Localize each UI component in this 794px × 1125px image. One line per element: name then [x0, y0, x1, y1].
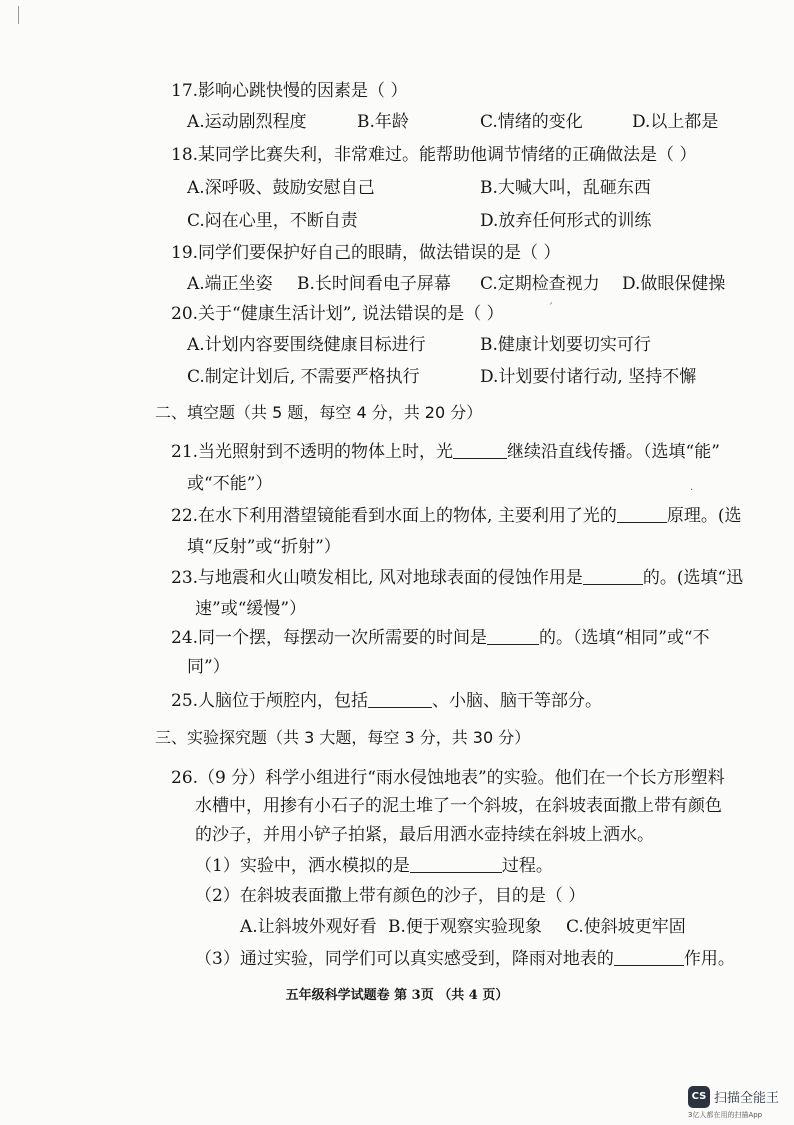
question-21: [171, 441, 720, 463]
section-2-title: 二、填空题（共 5 题，每空 4 分，共 20 分）: [155, 403, 483, 422]
question-26-line-3: 的沙子，并用小铲子拍紧，最后用洒水壶持续在斜坡上洒水。: [195, 825, 654, 845]
question-18-option-c: C.闷在心里，不断自责: [187, 211, 358, 231]
question-23: [171, 567, 743, 589]
question-22-text-after: 原理。(选: [666, 506, 742, 526]
scanner-watermark: [688, 1086, 788, 1120]
question-21-text-after: 继续沿直线传播。（选填“能”: [507, 442, 720, 462]
question-17-option-d: D.以上都是: [632, 112, 719, 132]
question-26-sub-1-text-after: 过程。: [501, 856, 553, 876]
question-25: [171, 690, 602, 712]
answer-blank: [453, 443, 507, 459]
question-23-text-after: 的。(选填“迅: [642, 568, 744, 588]
question-25-text-before: 25.人脑位于颅腔内，包括: [171, 691, 369, 711]
scan-speck: ·: [690, 485, 694, 496]
question-24-text-before: 24.同一个摆，每摆动一次所需要的时间是: [171, 628, 488, 648]
camscanner-logo-icon: CS: [688, 1086, 710, 1108]
question-26-sub-2-option-c: C.使斜坡更牢固: [566, 917, 686, 937]
question-19-option-c: C.定期检查视力: [480, 274, 600, 294]
question-17-option-b: B.年龄: [357, 112, 409, 132]
answer-blank: [617, 507, 667, 523]
question-20-option-d: D.计划要付诸行动, 坚持不懈: [480, 367, 697, 387]
question-24: [171, 627, 710, 649]
question-23-text-before: 23.与地震和火山喷发相比, 风对地球表面的侵蚀作用是: [171, 568, 583, 588]
question-20-option-c: C.制定计划后, 不需要严格执行: [187, 367, 420, 387]
answer-blank: [368, 692, 432, 708]
question-18-option-a: A.深呼吸、鼓励安慰自己: [187, 178, 375, 198]
question-19-option-b: B.长时间看电子屏幕: [297, 274, 451, 294]
question-26-sub-3-text-after: 作用。: [683, 949, 735, 969]
question-19-option-a: A.端正坐姿: [187, 274, 273, 294]
question-20-option-a: A.计划内容要围绕健康目标进行: [187, 335, 426, 355]
question-19-option-d: D.做眼保健操: [622, 274, 726, 294]
question-26-sub-2-option-a: A.让斜坡外观好看: [240, 917, 377, 937]
question-26-sub-2-option-b: B.便于观察实验现象: [388, 917, 542, 937]
question-24-continued: 同”）: [187, 657, 230, 677]
question-18-option-b: B.大喊大叫，乱砸东西: [480, 178, 651, 198]
question-26-line-1: 26.（9 分）科学小组进行“雨水侵蚀地表”的实验。他们在一个长方形塑料: [171, 768, 725, 788]
question-21-continued: 或“不能”）: [187, 474, 273, 494]
question-26-line-2: 水槽中，用掺有小石子的泥土堆了一个斜坡，在斜坡表面撒上带有颜色: [195, 796, 722, 816]
question-17-stem: 17.影响心跳快慢的因素是（ ）: [171, 81, 408, 101]
question-17-option-c: C.情绪的变化: [480, 112, 583, 132]
question-26-sub-2: （2）在斜坡表面撒上带有颜色的沙子，目的是（ ）: [195, 886, 586, 906]
question-17-option-a: A.运动剧烈程度: [187, 112, 307, 132]
question-26-sub-1: [195, 855, 553, 877]
question-18-option-d: D.放弃任何形式的训练: [480, 211, 652, 231]
page-footer: 五年级科学试题卷 第 3页 （共 4 页）: [285, 988, 509, 1003]
question-18-stem: 18.某同学比赛失利，非常难过。能帮助他调节情绪的正确做法是（ ）: [171, 145, 697, 165]
question-22: [171, 505, 741, 527]
scan-speck: ˊ: [548, 303, 553, 314]
question-26-sub-3: [195, 948, 735, 970]
question-23-continued: 速”或“缓慢”）: [195, 599, 307, 619]
watermark-app-name: 扫描全能王: [714, 1091, 780, 1106]
answer-blank: [583, 569, 643, 585]
question-22-text-before: 22.在水下利用潜望镜能看到水面上的物体, 主要利用了光的: [171, 506, 617, 526]
watermark-slogan: 3亿人都在用的扫描App: [688, 1111, 763, 1119]
answer-blank: [410, 857, 502, 873]
question-20-option-b: B.健康计划要切实可行: [480, 335, 651, 355]
answer-blank: [614, 950, 684, 966]
question-19-stem: 19.同学们要保护好自己的眼睛，做法错误的是（ ）: [171, 243, 561, 263]
question-24-text-after: 的。（选填“相同”或“不: [539, 628, 710, 648]
question-21-text-before: 21.当光照射到不透明的物体上时，光: [171, 442, 454, 462]
question-26-sub-1-text-before: （1）实验中，洒水模拟的是: [195, 856, 410, 876]
section-3-title: 三、实验探究题（共 3 大题，每空 3 分，共 30 分）: [155, 728, 531, 747]
answer-blank: [487, 629, 539, 645]
scan-edge-mark: [18, 6, 19, 24]
question-20-stem: 20.关于“健康生活计划”, 说法错误的是（ ）: [171, 304, 504, 324]
question-22-continued: 填“反射”或“折射”）: [187, 537, 341, 557]
question-26-sub-3-text-before: （3）通过实验，同学们可以真实感受到，降雨对地表的: [195, 949, 614, 969]
question-25-text-after: 、小脑、脑干等部分。: [432, 691, 603, 711]
